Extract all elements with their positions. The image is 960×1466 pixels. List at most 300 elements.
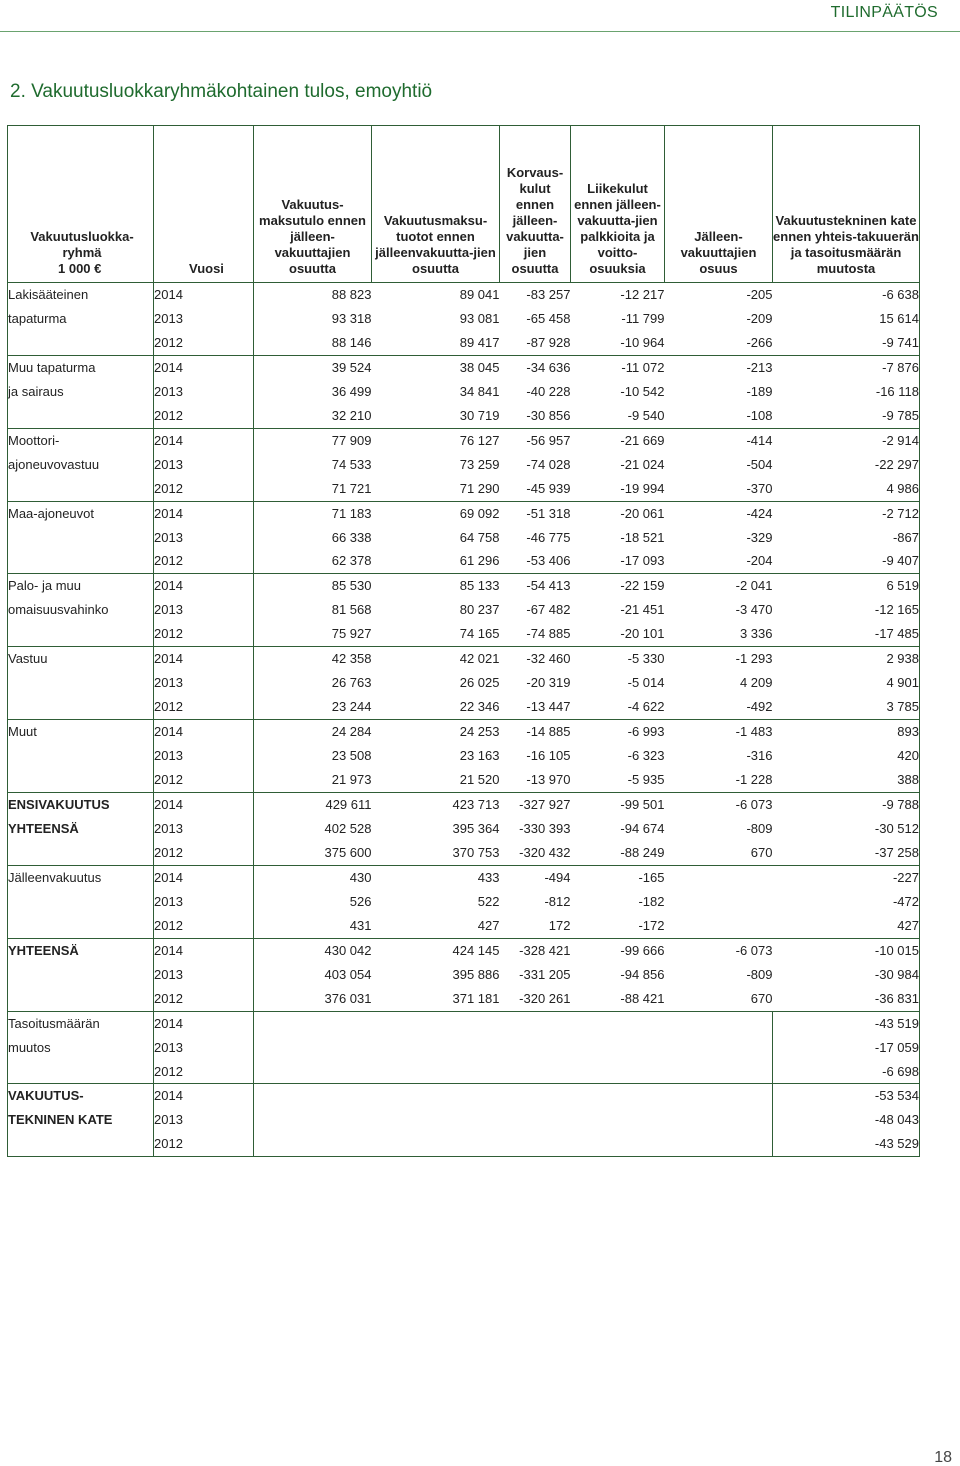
col-header-premiums-written: Vakuutus-maksutulo ennen jälleen-vakuuttajien osuutta	[254, 126, 372, 283]
row-group-label: Palo- ja muu	[8, 574, 154, 598]
value-premiums-earned: 64 758	[459, 529, 500, 545]
col-header-unit: 1 000 €	[58, 261, 102, 276]
value-operating-expenses: -18 521	[620, 529, 665, 545]
value-operating-expenses: -4 622	[627, 699, 665, 715]
table-row	[8, 1036, 920, 1060]
value-technical-result: -22 297	[773, 453, 920, 477]
row-year: 2013	[154, 671, 254, 695]
col-header-operating-expenses: Liikekulut ennen jälleen-vakuutta-jien palkkioita ja voitto-osuuksia	[571, 126, 665, 283]
row-year: 2014	[154, 720, 254, 744]
table-row	[8, 574, 920, 598]
row-year: 2013	[154, 380, 254, 404]
row-year: 2014	[154, 501, 254, 525]
value-premiums-earned: 433	[372, 865, 500, 889]
table-row	[8, 768, 920, 792]
row-year: 2013	[154, 890, 254, 914]
value-reinsurers-share: -1 293	[665, 647, 773, 671]
value-technical-result: -9 407	[773, 549, 920, 573]
table-row	[8, 890, 920, 914]
value-technical-result: -2 914	[773, 428, 920, 452]
value-reinsurers-share: -1 483	[665, 720, 773, 744]
value-premiums-earned: 522	[477, 893, 500, 909]
value-reinsurers-share: -108	[746, 407, 773, 423]
value-technical-result: 388	[773, 768, 920, 792]
table-row	[8, 817, 920, 841]
value-technical-result: 15 614	[773, 307, 920, 331]
row-group-label	[8, 963, 154, 987]
value-reinsurers-share: -204	[746, 553, 773, 569]
value-premiums-written: 431	[349, 917, 372, 933]
row-year: 2013	[154, 1036, 254, 1060]
table-row	[8, 355, 920, 379]
value-operating-expenses: -20 061	[571, 501, 665, 525]
table-row	[8, 963, 920, 987]
value-technical-result: -17 485	[773, 622, 920, 646]
value-reinsurers-share	[665, 890, 773, 914]
row-group-label	[8, 890, 154, 914]
value-reinsurers-share: 3 336	[739, 626, 773, 642]
value-claims-incurred: -494	[500, 865, 571, 889]
table-row	[8, 1084, 920, 1108]
value-claims-incurred: -13 447	[526, 699, 571, 715]
value-premiums-earned: 23 163	[459, 748, 500, 764]
value-premiums-earned: 30 719	[459, 407, 500, 423]
value-premiums-written: 402 528	[324, 820, 372, 836]
value-premiums-written: 81 568	[331, 602, 372, 618]
value-claims-incurred: -65 458	[526, 310, 571, 326]
table-row	[8, 1132, 920, 1156]
value-technical-result: -43 519	[773, 1011, 920, 1035]
value-reinsurers-share: 670	[750, 990, 773, 1006]
row-year: 2012	[154, 622, 254, 646]
value-technical-result: -12 165	[773, 598, 920, 622]
value-reinsurers-share: -213	[665, 355, 773, 379]
value-premiums-written: 88 823	[254, 283, 372, 307]
value-premiums-written: 526	[349, 893, 372, 909]
value-claims-incurred: -74 028	[526, 456, 571, 472]
value-operating-expenses: -88 249	[620, 844, 665, 860]
value-reinsurers-share: -329	[746, 529, 773, 545]
value-premiums-earned: 371 181	[452, 990, 500, 1006]
value-premiums-earned: 69 092	[372, 501, 500, 525]
value-claims-incurred: -14 885	[500, 720, 571, 744]
value-operating-expenses: -182	[638, 893, 665, 909]
value-premiums-written: 71 183	[254, 501, 372, 525]
value-premiums-written: 403 054	[324, 966, 372, 982]
row-group-label: omaisuusvahinko	[8, 598, 154, 622]
col-header-year: Vuosi	[154, 126, 254, 283]
row-year: 2013	[154, 526, 254, 550]
results-table	[7, 125, 920, 1157]
table-row	[8, 549, 920, 573]
value-claims-incurred: -51 318	[500, 501, 571, 525]
value-reinsurers-share	[665, 914, 773, 938]
table-row	[8, 1011, 920, 1035]
table-row	[8, 283, 920, 307]
value-claims-incurred: -40 228	[526, 383, 571, 399]
value-claims-incurred: -45 939	[526, 480, 571, 496]
value-technical-result: -30 512	[773, 817, 920, 841]
row-group-label	[8, 768, 154, 792]
value-premiums-earned: 423 713	[372, 793, 500, 817]
value-technical-result: -9 788	[773, 793, 920, 817]
table-row	[8, 404, 920, 428]
value-premiums-written: 21 973	[331, 772, 372, 788]
value-technical-result: -37 258	[773, 841, 920, 865]
value-operating-expenses: -11 799	[621, 310, 665, 326]
table-row	[8, 987, 920, 1011]
value-technical-result: -472	[773, 890, 920, 914]
row-year: 2012	[154, 987, 254, 1011]
header-divider	[0, 31, 960, 32]
value-premiums-written: 66 338	[331, 529, 372, 545]
value-premiums-earned: 370 753	[452, 844, 500, 860]
row-group-label: Maa-ajoneuvot	[8, 501, 154, 525]
value-operating-expenses: -10 964	[620, 334, 665, 350]
row-group-label: Vastuu	[8, 647, 154, 671]
row-group-label	[8, 549, 154, 573]
row-year: 2014	[154, 355, 254, 379]
value-reinsurers-share: -370	[746, 480, 773, 496]
value-technical-result: -16 118	[773, 380, 920, 404]
row-group-label	[8, 695, 154, 719]
value-technical-result: -48 043	[773, 1108, 920, 1132]
table-row	[8, 453, 920, 477]
value-premiums-earned: 21 520	[459, 772, 500, 788]
value-premiums-earned: 42 021	[372, 647, 500, 671]
value-premiums-written: 429 611	[254, 793, 372, 817]
value-technical-result: -53 534	[773, 1084, 920, 1108]
page-number: 18	[934, 1449, 952, 1466]
value-claims-incurred: 172	[548, 917, 571, 933]
row-year: 2012	[154, 695, 254, 719]
empty-cell	[254, 1036, 773, 1060]
row-year: 2013	[154, 744, 254, 768]
value-premiums-earned: 38 045	[372, 355, 500, 379]
value-premiums-written: 375 600	[324, 844, 372, 860]
value-premiums-written: 376 031	[324, 990, 372, 1006]
row-year: 2013	[154, 963, 254, 987]
row-group-label: Muu tapaturma	[8, 355, 154, 379]
value-technical-result: 3 785	[773, 695, 920, 719]
value-reinsurers-share: -809	[746, 820, 773, 836]
value-premiums-written: 26 763	[331, 675, 372, 691]
value-premiums-earned: 85 133	[372, 574, 500, 598]
table-row	[8, 307, 920, 331]
value-technical-result: -6 638	[773, 283, 920, 307]
value-reinsurers-share: -504	[746, 456, 773, 472]
value-premiums-written: 23 244	[331, 699, 372, 715]
value-reinsurers-share: -1 228	[735, 772, 773, 788]
value-technical-result: 4 901	[773, 671, 920, 695]
value-premiums-written: 430	[254, 865, 372, 889]
value-premiums-written: 23 508	[331, 748, 372, 764]
value-claims-incurred: -34 636	[500, 355, 571, 379]
row-year: 2014	[154, 1011, 254, 1035]
table-row	[8, 744, 920, 768]
value-premiums-written: 74 533	[331, 456, 372, 472]
row-group-label: Lakisääteinen	[8, 283, 154, 307]
value-premiums-written: 75 927	[331, 626, 372, 642]
value-operating-expenses: -94 856	[620, 966, 665, 982]
table-row	[8, 526, 920, 550]
row-group-label	[8, 987, 154, 1011]
row-year: 2012	[154, 404, 254, 428]
value-operating-expenses: -20 101	[620, 626, 665, 642]
value-operating-expenses: -11 072	[571, 355, 665, 379]
value-premiums-earned: 89 041	[372, 283, 500, 307]
value-reinsurers-share: -809	[746, 966, 773, 982]
table-row	[8, 647, 920, 671]
empty-cell	[254, 1132, 773, 1156]
value-premiums-earned: 427	[477, 917, 500, 933]
section-header: TILINPÄÄTÖS	[830, 4, 938, 21]
row-year: 2014	[154, 865, 254, 889]
col-header-reinsurers-share: Jälleen-vakuuttajien osuus	[665, 126, 773, 283]
row-group-label	[8, 744, 154, 768]
table-row	[8, 865, 920, 889]
row-year: 2013	[154, 1108, 254, 1132]
value-operating-expenses: -17 093	[620, 553, 665, 569]
value-claims-incurred: -13 970	[526, 772, 571, 788]
value-premiums-written: 36 499	[331, 383, 372, 399]
row-group-label: ENSIVAKUUTUS	[8, 793, 154, 817]
value-claims-incurred: -74 885	[526, 626, 571, 642]
row-group-label	[8, 914, 154, 938]
value-operating-expenses: -5 935	[627, 772, 665, 788]
table-row	[8, 331, 920, 355]
row-year: 2013	[154, 817, 254, 841]
value-premiums-written: 42 358	[254, 647, 372, 671]
value-operating-expenses: -19 994	[620, 480, 665, 496]
value-premiums-earned: 61 296	[459, 553, 500, 569]
row-group-label: ajoneuvovastuu	[8, 453, 154, 477]
value-operating-expenses: -12 217	[571, 283, 665, 307]
value-claims-incurred: -330 393	[519, 820, 571, 836]
value-premiums-written: 24 284	[254, 720, 372, 744]
row-year: 2012	[154, 331, 254, 355]
row-year: 2014	[154, 574, 254, 598]
row-year: 2012	[154, 1132, 254, 1156]
row-group-label	[8, 331, 154, 355]
empty-cell	[254, 1060, 773, 1084]
value-reinsurers-share: -2 041	[665, 574, 773, 598]
value-premiums-earned: 26 025	[459, 675, 500, 691]
row-group-label	[8, 841, 154, 865]
value-reinsurers-share: -189	[746, 383, 773, 399]
value-reinsurers-share: -6 073	[665, 793, 773, 817]
value-technical-result: -2 712	[773, 501, 920, 525]
value-technical-result: -7 876	[773, 355, 920, 379]
empty-cell	[254, 1108, 773, 1132]
value-claims-incurred: -320 261	[519, 990, 571, 1006]
value-technical-result: 893	[773, 720, 920, 744]
value-technical-result: 4 986	[773, 477, 920, 501]
row-group-label: Tasoitusmäärän	[8, 1011, 154, 1035]
value-operating-expenses: -99 666	[571, 938, 665, 962]
value-premiums-earned: 80 237	[459, 602, 500, 618]
row-group-label: YHTEENSÄ	[8, 938, 154, 962]
row-year: 2014	[154, 938, 254, 962]
table-header-row	[8, 126, 920, 283]
table-row	[8, 622, 920, 646]
value-reinsurers-share: -414	[665, 428, 773, 452]
value-claims-incurred: -67 482	[526, 602, 571, 618]
value-claims-incurred: -327 927	[500, 793, 571, 817]
value-technical-result: 427	[773, 914, 920, 938]
value-premiums-earned: 71 290	[459, 480, 500, 496]
value-premiums-written: 32 210	[331, 407, 372, 423]
value-operating-expenses: -21 024	[620, 456, 665, 472]
empty-cell	[254, 1084, 773, 1108]
value-claims-incurred: -812	[544, 893, 571, 909]
value-premiums-earned: 24 253	[372, 720, 500, 744]
value-technical-result: 6 519	[773, 574, 920, 598]
value-reinsurers-share: 4 209	[739, 675, 773, 691]
value-technical-result: -17 059	[773, 1036, 920, 1060]
row-year: 2014	[154, 1084, 254, 1108]
value-operating-expenses: -21 669	[571, 428, 665, 452]
row-group-label: VAKUUTUS-	[8, 1084, 154, 1108]
value-operating-expenses: -9 540	[627, 407, 665, 423]
value-operating-expenses: -6 323	[627, 748, 665, 764]
value-premiums-earned: 74 165	[459, 626, 500, 642]
value-operating-expenses: -94 674	[620, 820, 665, 836]
value-operating-expenses: -88 421	[620, 990, 665, 1006]
value-premiums-earned: 34 841	[459, 383, 500, 399]
row-year: 2012	[154, 549, 254, 573]
value-operating-expenses: -172	[638, 917, 665, 933]
col-header-technical-result: Vakuutustekninen kate ennen yhteis-takuuerän ja tasoitusmäärän muutosta	[773, 126, 920, 283]
value-technical-result: -43 529	[773, 1132, 920, 1156]
table-row	[8, 671, 920, 695]
col-header-claims-incurred: Korvaus-kulut ennen jälleen-vakuutta-jien osuutta	[500, 126, 571, 283]
value-premiums-earned: 73 259	[459, 456, 500, 472]
value-technical-result: -36 831	[773, 987, 920, 1011]
value-premiums-written: 430 042	[254, 938, 372, 962]
row-group-label	[8, 622, 154, 646]
row-group-label: tapaturma	[8, 307, 154, 331]
col-header-group: Vakuutusluokka-ryhmä 1 000 €	[8, 126, 154, 283]
value-premiums-written: 71 721	[331, 480, 372, 496]
table-row	[8, 841, 920, 865]
value-technical-result: -30 984	[773, 963, 920, 987]
value-technical-result: 2 938	[773, 647, 920, 671]
table-row	[8, 501, 920, 525]
value-premiums-written: 85 530	[254, 574, 372, 598]
table-row	[8, 695, 920, 719]
value-reinsurers-share: -316	[746, 748, 773, 764]
value-claims-incurred: -30 856	[526, 407, 571, 423]
table-row	[8, 380, 920, 404]
value-reinsurers-share: -266	[746, 334, 773, 350]
value-reinsurers-share: -424	[665, 501, 773, 525]
value-reinsurers-share: 670	[750, 844, 773, 860]
value-premiums-earned: 395 886	[452, 966, 500, 982]
value-premiums-earned: 395 364	[452, 820, 500, 836]
row-group-label: Jälleenvakuutus	[8, 865, 154, 889]
row-year: 2012	[154, 768, 254, 792]
value-technical-result: 420	[773, 744, 920, 768]
value-operating-expenses: -10 542	[620, 383, 665, 399]
table-row	[8, 598, 920, 622]
value-operating-expenses: -5 014	[627, 675, 665, 691]
value-claims-incurred: -328 421	[500, 938, 571, 962]
col-header-premiums-earned: Vakuutusmaksu-tuotot ennen jälleenvakuutta-jien osuutta	[372, 126, 500, 283]
table-body	[8, 283, 920, 1157]
value-claims-incurred: -56 957	[500, 428, 571, 452]
value-premiums-earned: 76 127	[372, 428, 500, 452]
value-reinsurers-share: -205	[665, 283, 773, 307]
value-operating-expenses: -165	[571, 865, 665, 889]
value-technical-result: -227	[773, 865, 920, 889]
value-technical-result: -9 785	[773, 404, 920, 428]
row-group-label	[8, 671, 154, 695]
value-premiums-written: 39 524	[254, 355, 372, 379]
row-group-label: ja sairaus	[8, 380, 154, 404]
value-claims-incurred: -87 928	[526, 334, 571, 350]
row-year: 2012	[154, 841, 254, 865]
value-premiums-written: 62 378	[331, 553, 372, 569]
table-row	[8, 428, 920, 452]
value-operating-expenses: -22 159	[571, 574, 665, 598]
value-technical-result: -6 698	[773, 1060, 920, 1084]
value-technical-result: -867	[773, 526, 920, 550]
row-year: 2012	[154, 914, 254, 938]
table-row	[8, 793, 920, 817]
value-premiums-earned: 424 145	[372, 938, 500, 962]
value-claims-incurred: -83 257	[500, 283, 571, 307]
row-group-label: YHTEENSÄ	[8, 817, 154, 841]
value-reinsurers-share: -3 470	[735, 602, 773, 618]
value-claims-incurred: -320 432	[519, 844, 571, 860]
row-group-label	[8, 404, 154, 428]
row-group-label: Moottori-	[8, 428, 154, 452]
row-group-label	[8, 1132, 154, 1156]
value-reinsurers-share	[665, 865, 773, 889]
table-row	[8, 720, 920, 744]
row-year: 2013	[154, 598, 254, 622]
row-group-label: TEKNINEN KATE	[8, 1108, 154, 1132]
value-operating-expenses: -99 501	[571, 793, 665, 817]
table-row	[8, 1108, 920, 1132]
row-group-label: muutos	[8, 1036, 154, 1060]
row-year: 2012	[154, 1060, 254, 1084]
empty-cell	[254, 1011, 773, 1035]
value-operating-expenses: -21 451	[620, 602, 665, 618]
page-title: 2. Vakuutusluokkaryhmäkohtainen tulos, emoyhtiö	[10, 81, 433, 102]
value-operating-expenses: -5 330	[571, 647, 665, 671]
value-premiums-earned: 22 346	[459, 699, 500, 715]
row-year: 2013	[154, 453, 254, 477]
value-premiums-written: 88 146	[331, 334, 372, 350]
value-claims-incurred: -53 406	[526, 553, 571, 569]
table-row	[8, 1060, 920, 1084]
value-premiums-earned: 89 417	[459, 334, 500, 350]
value-premiums-earned: 93 081	[459, 310, 500, 326]
value-claims-incurred: -331 205	[519, 966, 571, 982]
value-reinsurers-share: -209	[746, 310, 773, 326]
value-claims-incurred: -16 105	[526, 748, 571, 764]
row-group-label: Muut	[8, 720, 154, 744]
value-claims-incurred: -46 775	[526, 529, 571, 545]
value-reinsurers-share: -492	[746, 699, 773, 715]
value-technical-result: -10 015	[773, 938, 920, 962]
value-claims-incurred: -20 319	[526, 675, 571, 691]
row-year: 2014	[154, 283, 254, 307]
row-group-label	[8, 1060, 154, 1084]
value-operating-expenses: -6 993	[571, 720, 665, 744]
